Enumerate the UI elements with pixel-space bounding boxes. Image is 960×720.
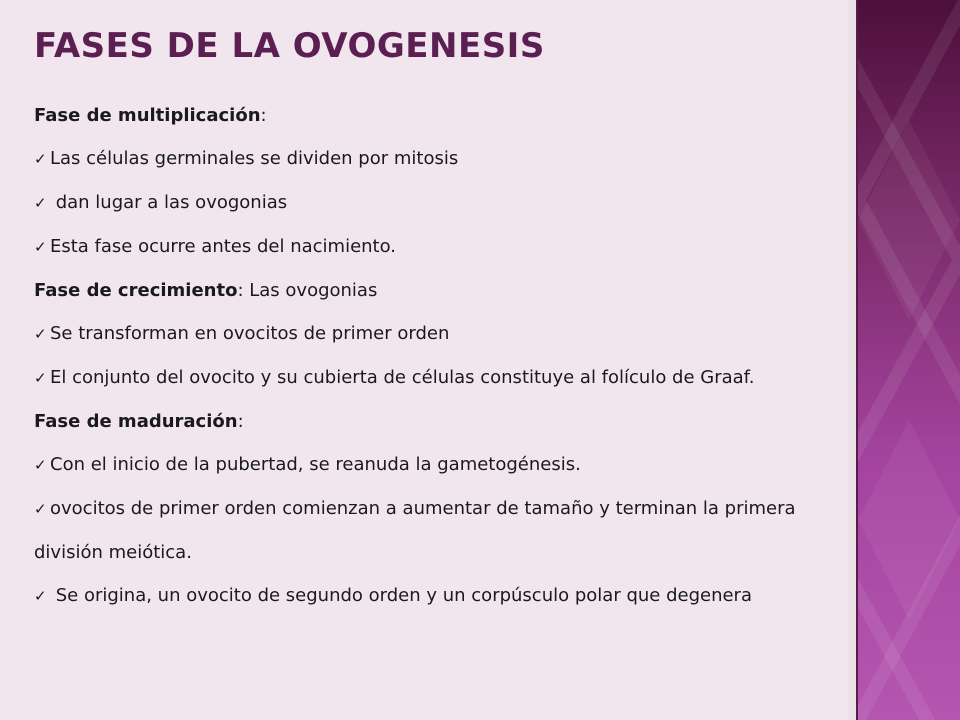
decorative-side-panel	[848, 0, 960, 720]
bullet-item: ✓ dan lugar a las ovogonias	[34, 181, 844, 225]
bullet-item: ✓ ovocitos de primer orden comienzan a aumentar de tamaño y terminan la primera división meiótica.	[34, 487, 844, 574]
section-heading: Fase de maduración:	[34, 411, 244, 432]
bullet-item: ✓ Las células germinales se dividen por mitosis	[34, 137, 844, 181]
slide-title: FASES DE LA OVOGENESIS	[34, 26, 545, 66]
checkmark-icon: ✓	[34, 500, 47, 518]
checkmark-icon: ✓	[34, 238, 47, 256]
diamond-pattern-graphic	[858, 0, 960, 720]
bullet-item: ✓ Se origina, un ovocito de segundo orden y un corpúsculo polar que degenera	[34, 574, 844, 618]
checkmark-icon: ✓	[34, 456, 47, 474]
checkmark-icon: ✓	[34, 369, 47, 387]
bullet-item: ✓ El conjunto del ovocito y su cubierta de células constituye al folículo de Graaf.	[34, 356, 844, 400]
checkmark-icon: ✓	[34, 587, 47, 605]
bullet-item: ✓ Se transforman en ovocitos de primer orden	[34, 312, 844, 356]
side-panel-stripe	[848, 0, 856, 720]
section-heading: Fase de multiplicación:	[34, 105, 267, 126]
bullet-item: ✓ Esta fase ocurre antes del nacimiento.	[34, 225, 844, 269]
slide-body	[34, 94, 844, 618]
checkmark-icon: ✓	[34, 194, 47, 212]
checkmark-icon: ✓	[34, 325, 47, 343]
bullet-item: ✓ Con el inicio de la pubertad, se reanuda la gametogénesis.	[34, 443, 844, 487]
section-heading: Fase de crecimiento: Las ovogonias	[34, 280, 378, 301]
checkmark-icon: ✓	[34, 150, 47, 168]
